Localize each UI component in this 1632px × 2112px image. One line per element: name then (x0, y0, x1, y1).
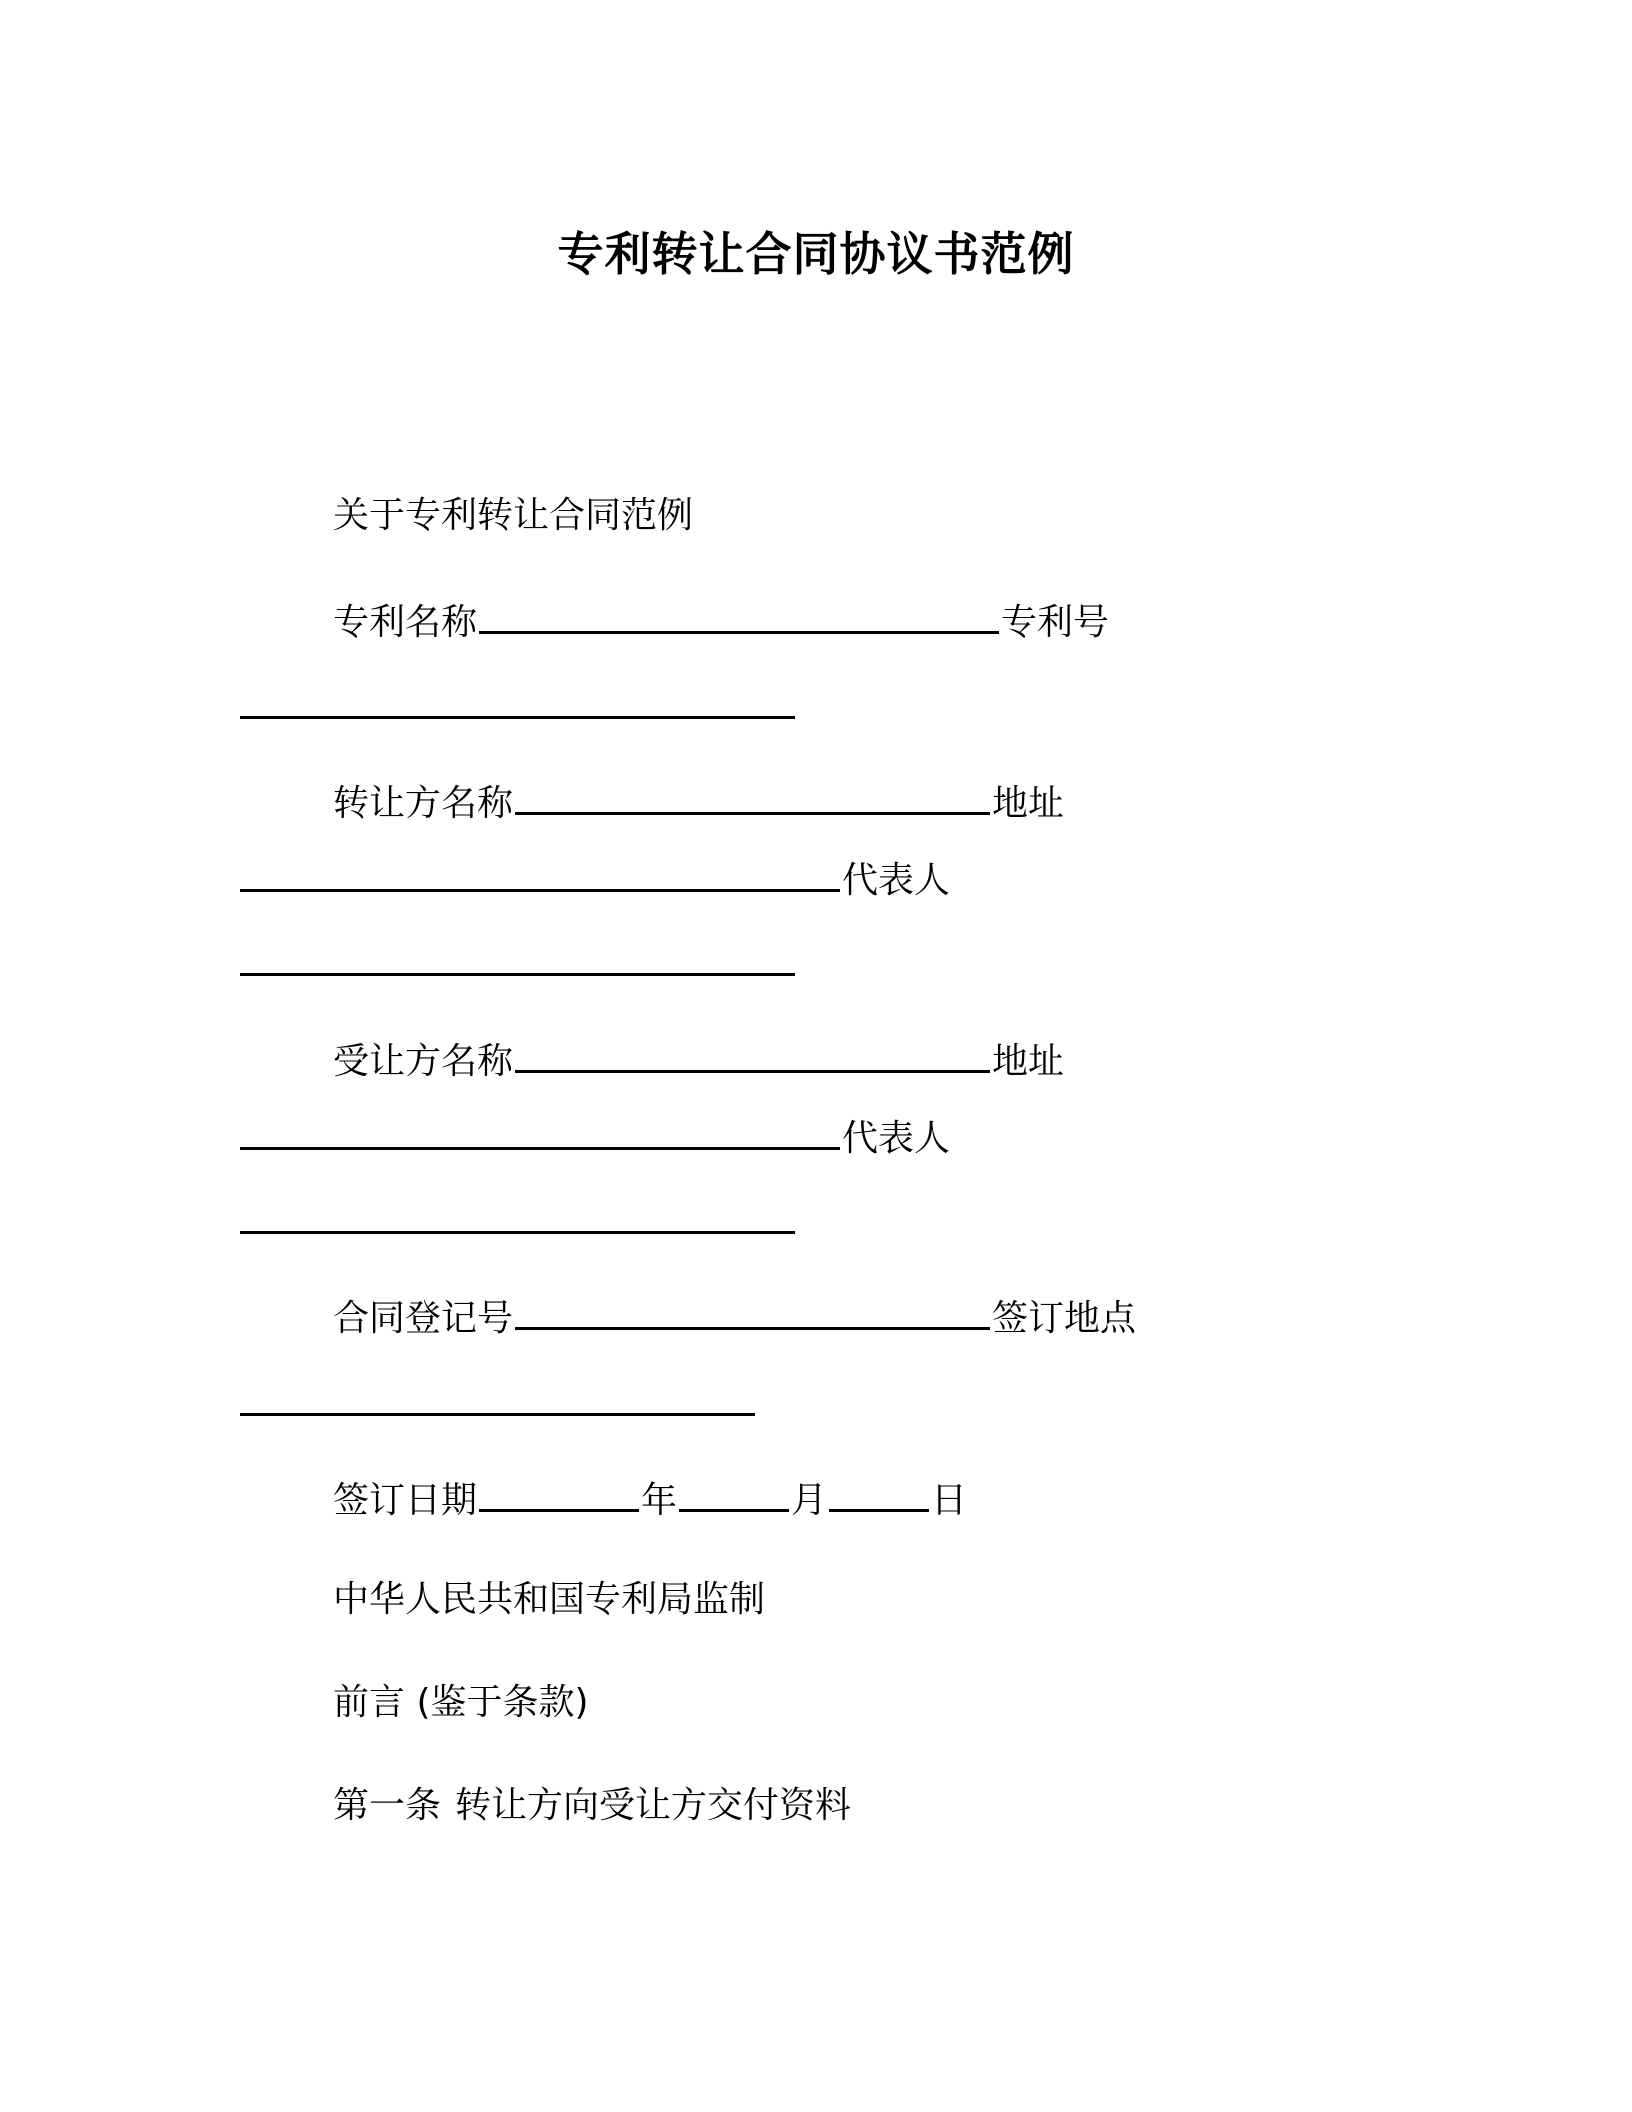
transferee-name-row (333, 1034, 1064, 1086)
article-1-text: 转让方向受让方交付资料 (455, 1785, 852, 1826)
transferee-rep-row (240, 1111, 950, 1163)
transferee-rep-field[interactable] (240, 1195, 795, 1234)
preface-heading: 前言 (鉴于条款) (333, 1682, 589, 1723)
transferor-name-row (333, 776, 1064, 828)
month-field[interactable] (679, 1473, 789, 1512)
day-label: 日 (931, 1480, 968, 1521)
transferor-rep-row (240, 853, 950, 905)
day-field[interactable] (829, 1473, 929, 1512)
patent-no-row (240, 680, 797, 732)
transferee-name-field[interactable] (515, 1034, 990, 1073)
supervisor-line: 中华人民共和国专利局监制 (333, 1579, 766, 1620)
patent-no-label: 专利号 (1001, 602, 1110, 643)
patent-no-field[interactable] (240, 680, 795, 719)
transferor-name-label: 转让方名称 (333, 783, 514, 824)
signing-date-label: 签订日期 (333, 1480, 478, 1521)
transferor-rep-field[interactable] (240, 937, 795, 976)
patent-name-label: 专利名称 (333, 602, 478, 643)
transferor-address-label: 地址 (992, 783, 1065, 824)
transferee-address-field[interactable] (240, 1111, 840, 1150)
transferor-name-field[interactable] (515, 776, 990, 815)
patent-name-field[interactable] (479, 595, 999, 634)
document-title: 专利转让合同协议书范例 (557, 227, 1075, 281)
transferor-rep-label: 代表人 (842, 860, 951, 901)
contract-reg-row (333, 1291, 1136, 1343)
article-1-number: 第一条 (333, 1785, 442, 1826)
signing-place-field[interactable] (240, 1377, 755, 1416)
contract-reg-field[interactable] (515, 1291, 990, 1330)
year-field[interactable] (479, 1473, 639, 1512)
subtitle: 关于专利转让合同范例 (333, 495, 694, 536)
transferor-rep-field-row (240, 937, 797, 989)
signing-place-label: 签订地点 (992, 1298, 1137, 1339)
transferee-name-label: 受让方名称 (333, 1041, 514, 1082)
transferor-address-field[interactable] (240, 853, 840, 892)
transferee-rep-field-row (240, 1195, 797, 1247)
month-label: 月 (791, 1480, 828, 1521)
patent-name-row (333, 595, 1109, 647)
article-1-heading (333, 1782, 851, 1830)
transferee-address-label: 地址 (992, 1041, 1065, 1082)
signing-place-field-row (240, 1377, 757, 1429)
transferee-rep-label: 代表人 (842, 1118, 951, 1159)
contract-reg-label: 合同登记号 (333, 1298, 514, 1339)
year-label: 年 (641, 1480, 678, 1521)
signing-date-row (333, 1473, 967, 1525)
